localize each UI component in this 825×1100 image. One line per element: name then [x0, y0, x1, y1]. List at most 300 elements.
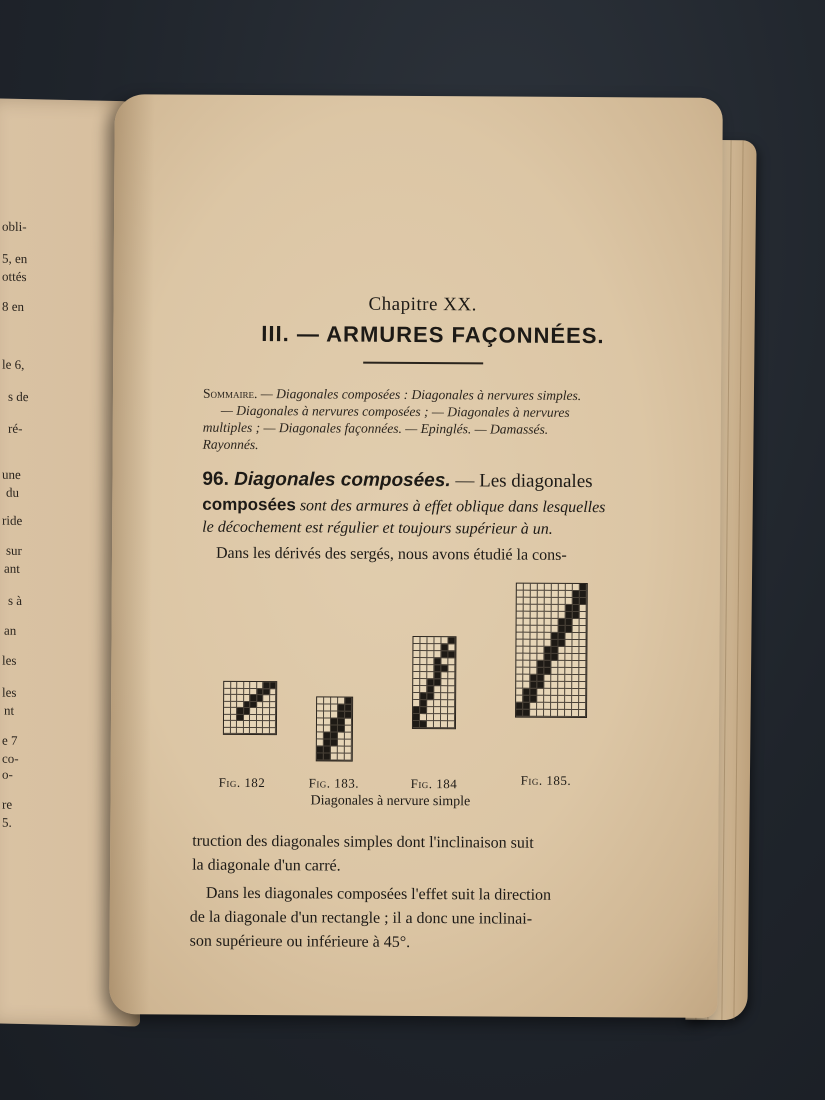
- weave-cell: [572, 661, 579, 668]
- weave-cell: [523, 661, 530, 668]
- weave-cell: [420, 658, 427, 665]
- weave-cell: [413, 714, 420, 721]
- left-page-text: 5.: [2, 814, 12, 830]
- weave-cell: [580, 612, 587, 619]
- weave-cell: [558, 696, 565, 703]
- weave-cell: [551, 689, 558, 696]
- weave-cell: [441, 637, 448, 644]
- weave-cell: [420, 644, 427, 651]
- weave-cell: [545, 598, 552, 605]
- figure-caption: Fig. 184: [410, 775, 458, 792]
- weave-cell: [558, 668, 565, 675]
- weave-cell: [448, 707, 455, 714]
- weave-cell: [516, 661, 523, 668]
- weave-cell: [552, 598, 559, 605]
- weave-cell: [544, 703, 551, 710]
- weave-cell: [580, 626, 587, 633]
- weave-cell: [537, 633, 544, 640]
- weave-cell: [413, 651, 420, 658]
- weave-cell: [572, 668, 579, 675]
- weave-cell: [434, 651, 441, 658]
- weave-cell: [565, 640, 572, 647]
- weave-cell: [523, 654, 530, 661]
- weave-cell: [579, 703, 586, 710]
- weave-cell: [441, 714, 448, 721]
- weave-cell: [345, 740, 352, 747]
- weave-cell: [434, 707, 441, 714]
- weave-cell: [573, 591, 580, 598]
- weave-cell: [524, 619, 531, 626]
- weave-cell: [523, 647, 530, 654]
- left-page-text: sur: [6, 542, 22, 558]
- weave-cell: [530, 633, 537, 640]
- weave-cell: [544, 710, 551, 717]
- weave-cell: [331, 732, 338, 739]
- weave-cell: [572, 703, 579, 710]
- weave-cell: [345, 733, 352, 740]
- weave-cell: [516, 654, 523, 661]
- weave-cell: [537, 703, 544, 710]
- left-page-text: une: [2, 466, 21, 482]
- weave-cell: [565, 689, 572, 696]
- weave-cell: [558, 661, 565, 668]
- weave-cell: [545, 612, 552, 619]
- left-page-text: nt: [4, 702, 15, 718]
- body-line: [202, 495, 605, 517]
- weave-cell: [572, 696, 579, 703]
- summary-lead: Sommaire.: [202, 385, 258, 402]
- weave-cell: [538, 612, 545, 619]
- weave-cell: [544, 682, 551, 689]
- weave-cell: [441, 693, 448, 700]
- weave-grid-fig-182: [223, 681, 277, 735]
- weave-cell: [427, 644, 434, 651]
- weave-cell: [551, 668, 558, 675]
- weave-cell: [565, 703, 572, 710]
- weave-cell: [516, 640, 523, 647]
- weave-cell: [524, 584, 531, 591]
- weave-cell: [420, 700, 427, 707]
- weave-cell: [516, 647, 523, 654]
- weave-cell: [573, 612, 580, 619]
- weave-cell: [565, 661, 572, 668]
- weave-cell: [530, 654, 537, 661]
- weave-cell: [441, 707, 448, 714]
- weave-cell: [434, 679, 441, 686]
- weave-cell: [420, 707, 427, 714]
- weave-grid-fig-183: [316, 696, 353, 761]
- weave-cell: [434, 644, 441, 651]
- weave-cell: [530, 668, 537, 675]
- weave-cell: [530, 710, 537, 717]
- weave-cell: [579, 661, 586, 668]
- weave-cell: [579, 668, 586, 675]
- weave-grid-fig-185: [515, 583, 588, 718]
- weave-cell: [427, 721, 434, 728]
- weave-cell: [338, 733, 345, 740]
- weave-cell: [338, 740, 345, 747]
- weave-cell: [324, 718, 331, 725]
- weave-cell: [413, 658, 420, 665]
- weave-cell: [441, 679, 448, 686]
- weave-cell: [427, 693, 434, 700]
- weave-cell: [565, 647, 572, 654]
- weave-cell: [413, 721, 420, 728]
- left-page-text: ride: [2, 512, 23, 528]
- weave-cell: [558, 710, 565, 717]
- weave-cell: [551, 710, 558, 717]
- weave-cell: [434, 658, 441, 665]
- weave-cell: [413, 686, 420, 693]
- weave-cell: [427, 651, 434, 658]
- left-page-text: les: [2, 652, 17, 668]
- weave-cell: [544, 689, 551, 696]
- weave-cell: [324, 753, 331, 760]
- body-italic: sont des armures à effet oblique dans lesquelles: [295, 497, 606, 517]
- weave-cell: [434, 637, 441, 644]
- weave-cell: [441, 651, 448, 658]
- weave-cell: [441, 672, 448, 679]
- weave-cell: [317, 746, 324, 753]
- weave-cell: [538, 598, 545, 605]
- weave-cell: [537, 689, 544, 696]
- weave-cell: [551, 703, 558, 710]
- left-page-text: 8 en: [2, 298, 25, 315]
- weave-cell: [338, 719, 345, 726]
- weave-cell: [427, 686, 434, 693]
- weave-cell: [441, 644, 448, 651]
- weave-cell: [558, 682, 565, 689]
- weave-cell: [317, 753, 324, 760]
- weave-cell: [559, 598, 566, 605]
- weave-cell: [448, 700, 455, 707]
- weave-cell: [530, 682, 537, 689]
- weave-cell: [345, 719, 352, 726]
- weave-cell: [538, 605, 545, 612]
- chapter-label: Chapitre XX.: [368, 293, 477, 316]
- weave-cell: [331, 725, 338, 732]
- left-page-text: ottés: [2, 268, 27, 285]
- summary-block: [203, 385, 643, 456]
- weave-cell: [524, 626, 531, 633]
- weave-cell: [517, 619, 524, 626]
- weave-cell: [434, 686, 441, 693]
- weave-cell: [552, 612, 559, 619]
- weave-cell: [566, 598, 573, 605]
- weave-cell: [558, 689, 565, 696]
- weave-cell: [345, 726, 352, 733]
- weave-cell: [317, 697, 324, 704]
- weave-cell: [324, 732, 331, 739]
- weave-cell: [413, 665, 420, 672]
- weave-cell: [545, 626, 552, 633]
- weave-cell: [269, 728, 276, 735]
- weave-cell: [523, 633, 530, 640]
- weave-cell: [580, 591, 587, 598]
- section-heading: [202, 469, 592, 493]
- weave-cell: [338, 747, 345, 754]
- weave-cell: [537, 710, 544, 717]
- weave-cell: [558, 703, 565, 710]
- weave-cell: [338, 698, 345, 705]
- weave-cell: [572, 682, 579, 689]
- weave-cell: [413, 707, 420, 714]
- page-gutter-shadow: [109, 94, 155, 1014]
- weave-cell: [537, 675, 544, 682]
- weave-cell: [551, 647, 558, 654]
- weave-cell: [331, 711, 338, 718]
- weave-cell: [413, 679, 420, 686]
- weave-cell: [544, 647, 551, 654]
- weave-cell: [441, 686, 448, 693]
- weave-cell: [420, 693, 427, 700]
- weave-cell: [516, 703, 523, 710]
- weave-cell: [531, 598, 538, 605]
- weave-cell: [317, 718, 324, 725]
- left-page-text: e 7: [2, 732, 18, 748]
- weave-cell: [524, 598, 531, 605]
- body-line: de la diagonale d'un rectangle ; il a donc une inclinai-: [189, 908, 533, 928]
- weave-cell: [565, 654, 572, 661]
- weave-cell: [420, 637, 427, 644]
- weave-cell: [552, 619, 559, 626]
- summary-line: multiples ; — Diagonales façonnées. — Epinglés. — Damassés.: [202, 419, 549, 437]
- weave-cell: [537, 696, 544, 703]
- weave-cell: [516, 682, 523, 689]
- left-page-text: du: [6, 484, 19, 500]
- body-line: Dans les dérivés des sergés, nous avons étudié la cons-: [215, 544, 567, 564]
- weave-cell: [434, 665, 441, 672]
- weave-cell: [566, 584, 573, 591]
- weave-cell: [544, 675, 551, 682]
- weave-cell: [441, 658, 448, 665]
- weave-cell: [523, 675, 530, 682]
- weave-cell: [413, 672, 420, 679]
- body-line: son supérieure ou inférieure à 45°.: [189, 932, 411, 951]
- page-edge-line: [721, 140, 731, 1020]
- weave-cell: [331, 718, 338, 725]
- weave-cell: [572, 654, 579, 661]
- weave-cell: [531, 605, 538, 612]
- body-line: la diagonale d'un carré.: [192, 856, 341, 875]
- weave-cell: [558, 640, 565, 647]
- left-page-text: s de: [8, 388, 29, 405]
- weave-cell: [551, 640, 558, 647]
- weave-cell: [338, 726, 345, 733]
- weave-cell: [551, 682, 558, 689]
- weave-cell: [448, 651, 455, 658]
- weave-cell: [573, 626, 580, 633]
- weave-cell: [516, 689, 523, 696]
- weave-cell: [448, 679, 455, 686]
- figure-caption: Fig. 182: [218, 774, 266, 791]
- weave-cell: [558, 675, 565, 682]
- weave-cell: [530, 675, 537, 682]
- weave-cell: [317, 739, 324, 746]
- weave-cell: [537, 647, 544, 654]
- weave-cell: [559, 584, 566, 591]
- weave-cell: [516, 710, 523, 717]
- weave-cell: [565, 682, 572, 689]
- weave-cell: [523, 689, 530, 696]
- weave-cell: [565, 710, 572, 717]
- weave-cell: [566, 591, 573, 598]
- weave-cell: [338, 712, 345, 719]
- weave-cell: [420, 686, 427, 693]
- left-page-text: an: [4, 622, 17, 638]
- book-page: [109, 94, 723, 1018]
- weave-cell: [434, 721, 441, 728]
- weave-cell: [448, 693, 455, 700]
- weave-cell: [579, 633, 586, 640]
- weave-cell: [530, 696, 537, 703]
- weave-cell: [537, 640, 544, 647]
- weave-cell: [517, 598, 524, 605]
- weave-cell: [544, 661, 551, 668]
- weave-cell: [538, 584, 545, 591]
- weave-cell: [448, 714, 455, 721]
- weave-cell: [537, 682, 544, 689]
- section-dash: — Les diagonales: [450, 470, 593, 493]
- weave-cell: [448, 665, 455, 672]
- weave-cell: [324, 739, 331, 746]
- weave-cell: [552, 605, 559, 612]
- left-page-text: le 6,: [2, 356, 25, 373]
- weave-cell: [517, 612, 524, 619]
- weave-cell: [573, 605, 580, 612]
- figure-caption: Fig. 183.: [308, 775, 360, 791]
- weave-cell: [413, 637, 420, 644]
- weave-cell: [448, 637, 455, 644]
- weave-cell: [420, 714, 427, 721]
- weave-cell: [566, 619, 573, 626]
- weave-cell: [552, 591, 559, 598]
- weave-cell: [559, 612, 566, 619]
- weave-cell: [324, 711, 331, 718]
- weave-cell: [427, 672, 434, 679]
- section-title: Diagonales composées.: [234, 468, 451, 492]
- weave-cell: [448, 721, 455, 728]
- weave-cell: [523, 668, 530, 675]
- weave-cell: [317, 711, 324, 718]
- weave-cell: [566, 612, 573, 619]
- weave-grid-fig-184: [412, 636, 457, 729]
- weave-cell: [579, 682, 586, 689]
- weave-cell: [559, 605, 566, 612]
- weave-cell: [345, 747, 352, 754]
- weave-cell: [537, 654, 544, 661]
- weave-cell: [572, 640, 579, 647]
- weave-cell: [331, 704, 338, 711]
- weave-cell: [523, 703, 530, 710]
- weave-cell: [420, 679, 427, 686]
- weave-cell: [559, 591, 566, 598]
- weave-cell: [427, 679, 434, 686]
- weave-cell: [523, 640, 530, 647]
- weave-cell: [579, 696, 586, 703]
- weave-cell: [530, 689, 537, 696]
- weave-cell: [580, 584, 587, 591]
- weave-cell: [545, 591, 552, 598]
- weave-cell: [530, 703, 537, 710]
- weave-cell: [420, 665, 427, 672]
- weave-cell: [331, 753, 338, 760]
- weave-cell: [448, 658, 455, 665]
- section-number: 96.: [202, 468, 229, 490]
- weave-cell: [558, 633, 565, 640]
- left-page-text: s à: [8, 592, 23, 608]
- weave-cell: [558, 647, 565, 654]
- weave-cell: [420, 672, 427, 679]
- weave-cell: [517, 591, 524, 598]
- weave-cell: [331, 746, 338, 753]
- weave-cell: [579, 654, 586, 661]
- weave-cell: [324, 746, 331, 753]
- weave-cell: [551, 633, 558, 640]
- weave-cell: [427, 707, 434, 714]
- weave-cell: [345, 712, 352, 719]
- weave-cell: [413, 693, 420, 700]
- weave-cell: [579, 710, 586, 717]
- weave-cell: [566, 605, 573, 612]
- weave-cell: [434, 672, 441, 679]
- weave-cell: [572, 633, 579, 640]
- weave-cell: [331, 697, 338, 704]
- weave-cell: [523, 710, 530, 717]
- weave-cell: [545, 605, 552, 612]
- weave-cell: [441, 721, 448, 728]
- weave-cell: [338, 754, 345, 761]
- weave-cell: [544, 654, 551, 661]
- weave-cell: [538, 619, 545, 626]
- weave-cell: [523, 682, 530, 689]
- weave-cell: [530, 640, 537, 647]
- weave-cell: [572, 675, 579, 682]
- weave-cell: [441, 700, 448, 707]
- weave-cell: [572, 689, 579, 696]
- left-page-text: ant: [4, 560, 20, 576]
- left-page-text: o-: [2, 766, 13, 782]
- weave-cell: [559, 619, 566, 626]
- figure-caption: Fig. 185.: [520, 772, 572, 788]
- weave-cell: [427, 637, 434, 644]
- bold-term: composées: [202, 494, 296, 515]
- weave-cell: [531, 619, 538, 626]
- body-line: Dans les diagonales composées l'effet suit la direction: [205, 884, 552, 904]
- weave-cell: [427, 700, 434, 707]
- weave-cell: [434, 714, 441, 721]
- weave-cell: [552, 584, 559, 591]
- weave-cell: [317, 725, 324, 732]
- weave-cell: [427, 658, 434, 665]
- weave-cell: [531, 591, 538, 598]
- weave-cell: [516, 675, 523, 682]
- weave-cell: [531, 612, 538, 619]
- weave-cell: [524, 605, 531, 612]
- weave-cell: [551, 675, 558, 682]
- weave-cell: [544, 696, 551, 703]
- weave-cell: [345, 705, 352, 712]
- weave-cell: [545, 619, 552, 626]
- weave-cell: [573, 619, 580, 626]
- left-page-text: obli-: [2, 218, 27, 235]
- body-line: truction des diagonales simples dont l'inclinaison suit: [192, 832, 534, 852]
- summary-line: Rayonnés.: [202, 436, 259, 453]
- weave-cell: [427, 714, 434, 721]
- weave-cell: [434, 693, 441, 700]
- weave-cell: [516, 668, 523, 675]
- weave-cell: [530, 661, 537, 668]
